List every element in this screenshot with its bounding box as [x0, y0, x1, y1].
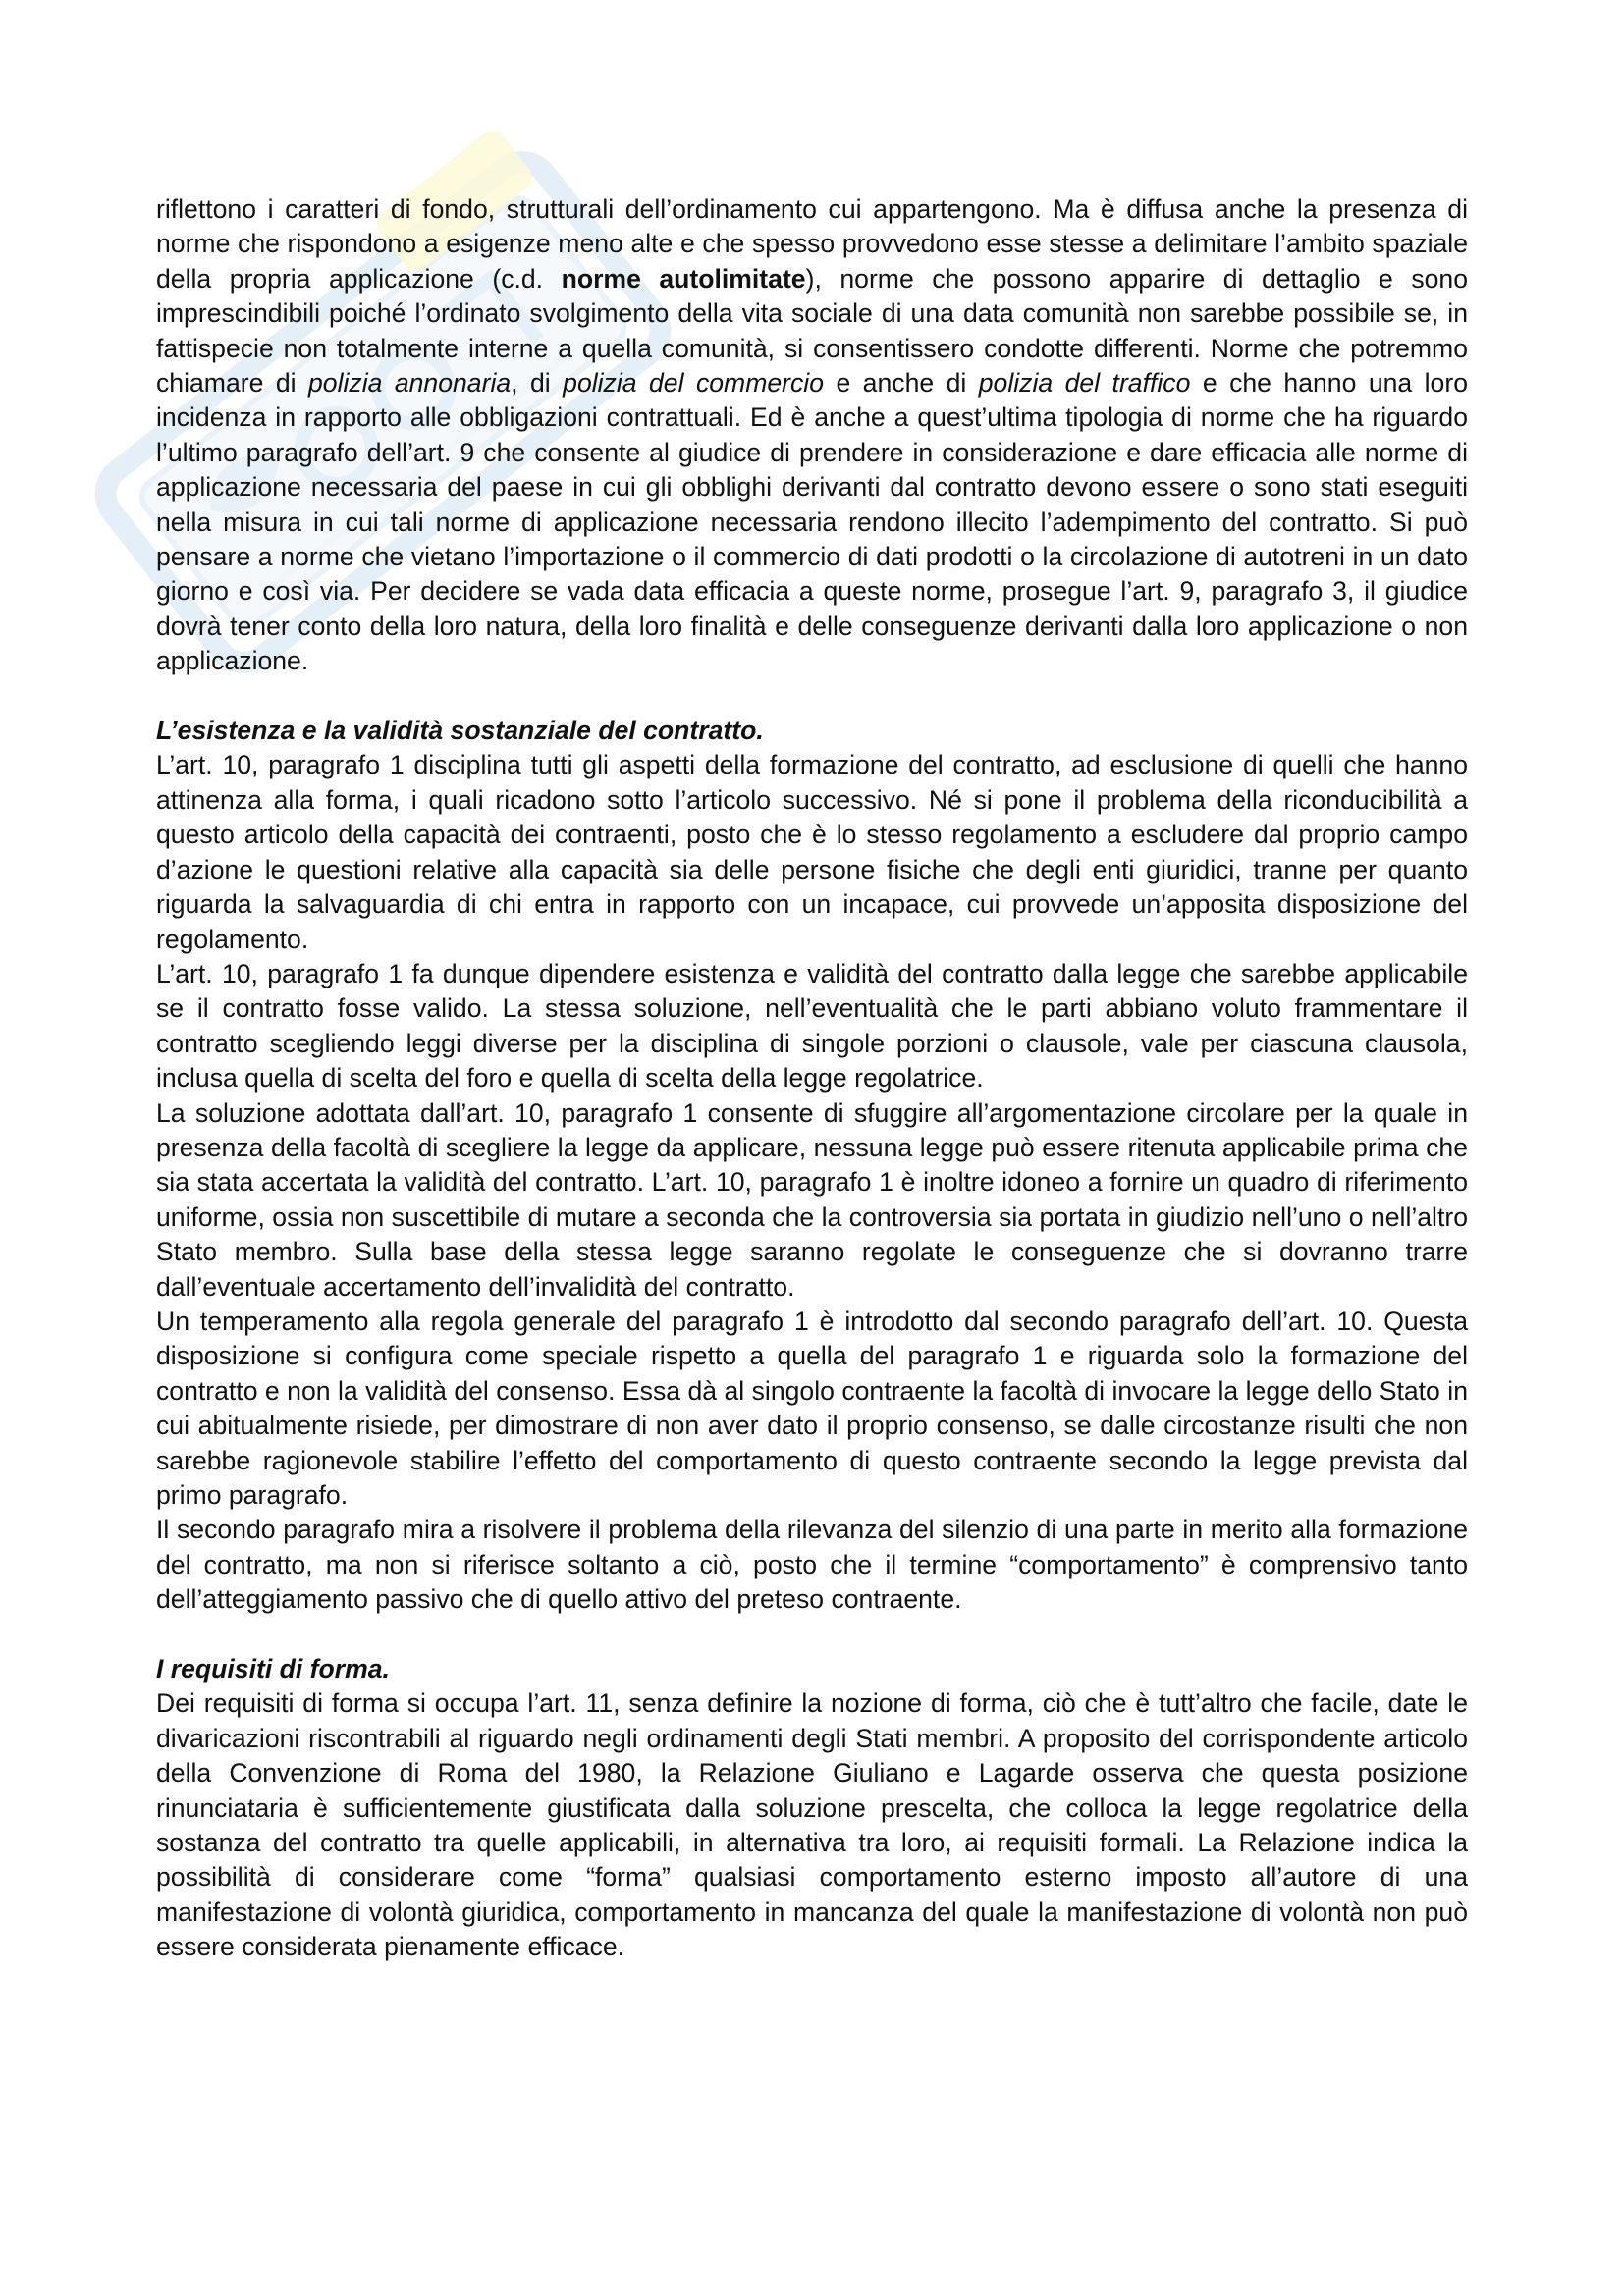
italic-term: polizia del commercio	[563, 368, 824, 399]
intro-text: riflettono i caratteri di fondo, strutturali dell’ordinamento cui appartengono. Ma è diffusa anche la presenza di norme che rispondono a esigenze meno alte e che spesso provvedono esse stesse a delimitare l’ambito spaziale della propria applicazione (c.d.	[156, 194, 1468, 294]
body-paragraph: L’art. 10, paragrafo 1 fa dunque dipendere esistenza e validità del contratto dalla legge che sarebbe applicabile se il contratto fosse valido. La stessa soluzione, nell’eventualità che le parti abbiano voluto frammentare il contratto scegliendo leggi diverse per la disciplina di singole porzioni o clausole, vale per ciascuna clausola, inclusa quella di scelta del foro e quella di scelta della legge regolatrice.	[156, 958, 1468, 1094]
italic-term: polizia del traffico	[978, 368, 1191, 399]
section-validity	[156, 714, 1468, 1618]
body-paragraph: L’art. 10, paragrafo 1 disciplina tutti gli aspetti della formazione del contratto, ad esclusione di quelli che hanno attinenza alla forma, i quali ricadono sotto l’articolo successivo. Né si pone il problema della riconducibilità a questo articolo della capacità dei contraenti, posto che è lo stesso regolamento a escludere dal proprio campo d’azione le questioni relative alla capacità sia delle persone fisiche che degli enti giuridici, tranne per quanto riguarda la salvaguardia di chi entra in rapporto con un incapace, cui provvede un’apposita disposizione del regolamento.	[156, 750, 1468, 954]
section-form	[156, 1652, 1468, 1965]
body-paragraph: La soluzione adottata dall’art. 10, paragrafo 1 consente di sfuggire all’argomentazione circolare per la quale in presenza della facoltà di scegliere la legge da applicare, nessuna legge può essere ritenuta applicabile prima che sia stata accertata la validità del contratto. L’art. 10, paragrafo 1 è inoltre idoneo a fornire un quadro di riferimento uniforme, ossia non suscettibile di mutare a seconda che la controversia sia portata in giudizio nell’uno o nell’altro Stato membro. Sulla base della stessa legge saranno regolate le conseguenze che si dovranno trarre dall’eventuale accertamento dell’invalidità del contratto.	[156, 1097, 1468, 1302]
section-heading: I requisiti di forma.	[156, 1654, 390, 1684]
intro-paragraph	[156, 192, 1468, 679]
intro-text: , di	[511, 368, 564, 399]
bold-term: norme autolimitate	[561, 263, 806, 294]
document-body	[156, 192, 1468, 1965]
intro-text: ), norme che possono apparire di dettaglio e sono imprescindibili poiché l’ordinato svolgimento della vita sociale di una data comunità non sarebbe possibile se, in fattispecie non totalmente interne a quella comunità, si consentissero condotte differenti. Norme che potremmo chiamare di	[156, 263, 1468, 399]
body-paragraph: Dei requisiti di forma si occupa l’art. 11, senza definire la nozione di forma, ciò che è tutt’altro che facile, date le divaricazioni riscontrabili al riguardo negli ordinamenti degli Stati membri. A proposito del corrispondente articolo della Convenzione di Roma del 1980, la Relazione Giuliano e Lagarde osserva che questa posizione rinunciataria è sufficientemente giustificata dalla soluzione prescelta, che colloca la legge regolatrice della sostanza del contratto tra quelle applicabili, in alternativa tra loro, ai requisiti formali. La Relazione indica la possibilità di considerare come “forma” qualsiasi comportamento esterno imposto all’autore di una manifestazione di volontà giuridica, comportamento in mancanza del quale la manifestazione di volontà non può essere considerata pienamente efficace.	[156, 1688, 1468, 1962]
italic-term: polizia annonaria	[308, 368, 512, 399]
body-paragraph: Un temperamento alla regola generale del paragrafo 1 è introdotto dal secondo paragrafo dell’art. 10. Questa disposizione si configura come speciale rispetto a quella del paragrafo 1 e riguarda solo la formazione del contratto e non la validità del consenso. Essa dà al singolo contraente la facoltà di invocare la legge dello Stato in cui abitualmente risiede, per dimostrare di non aver dato il proprio consenso, se dalle circostanze risulti che non sarebbe ragionevole stabilire l’effetto del comportamento di questo contraente secondo la legge prevista dal primo paragrafo.	[156, 1306, 1468, 1511]
section-heading: L’esistenza e la validità sostanziale del contratto.	[156, 716, 764, 746]
intro-text: e anche di	[823, 368, 979, 399]
body-paragraph: Il secondo paragrafo mira a risolvere il problema della rilevanza del silenzio di una parte in merito alla formazione del contratto, ma non si riferisce soltanto a ciò, posto che il termine “comportamento” è comprensivo tanto dell’atteggiamento passivo che di quello attivo del preteso contraente.	[156, 1515, 1468, 1615]
intro-text: e che hanno una loro incidenza in rapporto alle obbligazioni contrattuali. Ed è anche a quest’ultima tipologia di norme che ha riguardo l’ultimo paragrafo dell’art. 9 che consente al giudice di prendere in considerazione e dare efficacia alle norme di applicazione necessaria del paese in cui gli obblighi derivanti dal contratto devono essere o sono stati eseguiti nella misura in cui tali norme di applicazione necessaria rendono illecito l’adempimento del contratto. Si può pensare a norme che vietano l’importazione o il commercio di dati prodotti o la circolazione di autotreni in un dato giorno e così via. Per decidere se vada data efficacia a queste norme, prosegue l’art. 9, paragrafo 3, il giudice dovrà tener conto della loro natura, della loro finalità e delle conseguenze derivanti dalla loro applicazione o non applicazione.	[156, 368, 1468, 676]
